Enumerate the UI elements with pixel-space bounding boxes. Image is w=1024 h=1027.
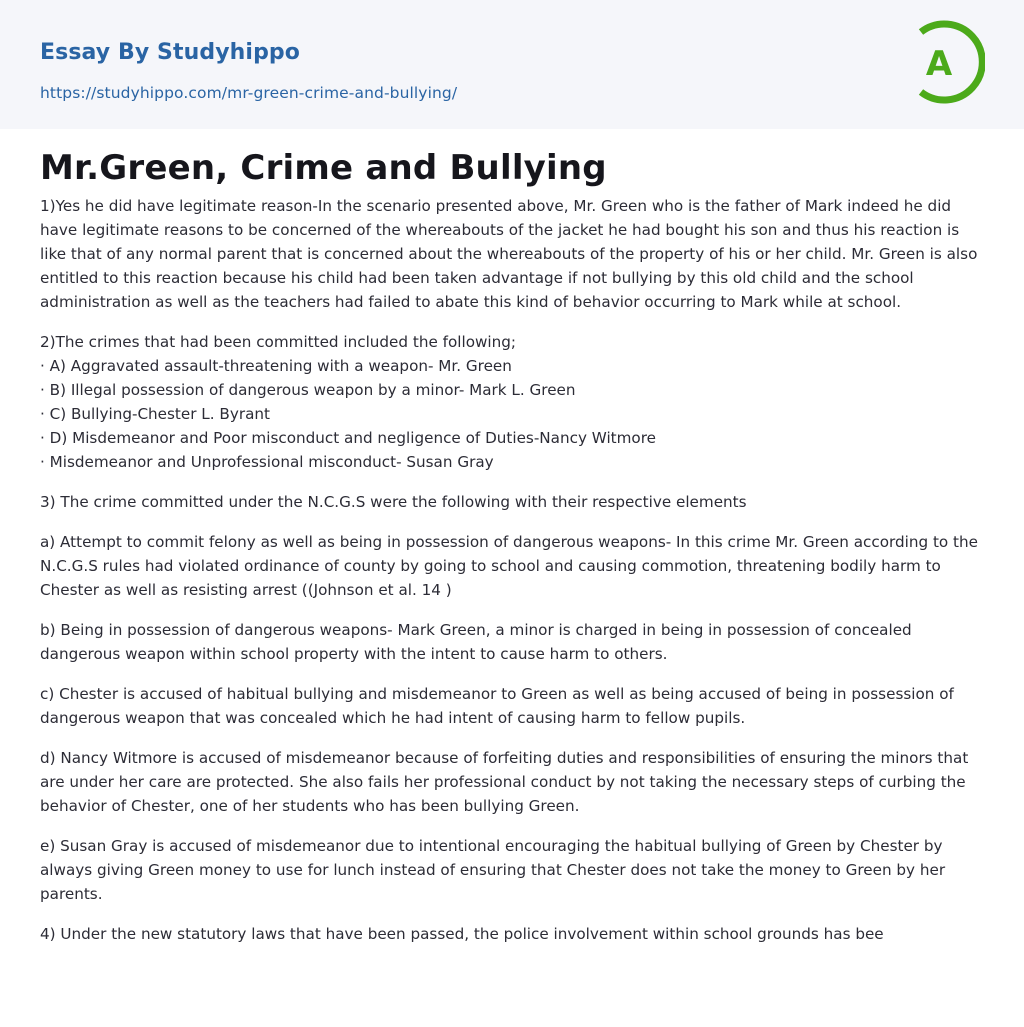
crimes-list-item: · Misdemeanor and Unprofessional misconduct- Susan Gray <box>40 453 494 471</box>
brand-title: Essay By Studyhippo <box>40 40 300 65</box>
paragraph-3b: b) Being in possession of dangerous weapons- Mark Green, a minor is charged in being in possession of concealed dangerous weapon within school property with the intent to cause harm to others. <box>40 621 912 663</box>
crimes-list <box>40 330 986 474</box>
logo-letter: A <box>925 44 953 84</box>
crimes-list-intro: 2)The crimes that had been committed included the following; <box>40 333 517 351</box>
paragraph-1: 1)Yes he did have legitimate reason-In the scenario presented above, Mr. Green who is the father of Mark indeed he did have legitimate reasons to be concerned of the whereabouts of the jacket he had bought his son and thus his reaction is like that of any normal parent that is concerned about the whereabouts of the property of his or her child. Mr. Green is also entitled to this reaction because his child had been taken advantage if not bullying by this old child and the school administration as well as the teachers had failed to abate this kind of behavior occurring to Mark while at school. <box>40 197 978 311</box>
essay-body <box>40 194 986 962</box>
paragraph-4: 4) Under the new statutory laws that have been passed, the police involvement within school grounds has bee <box>40 925 884 943</box>
paragraph-3a: a) Attempt to commit felony as well as being in possession of dangerous weapons- In this crime Mr. Green according to the N.C.G.S rules had violated ordinance of county by going to school and causing commotion, threatening bodily harm to Chester as well as resisting arrest ((Johnson et al. 14 ) <box>40 533 978 599</box>
crimes-list-item: · C) Bullying-Chester L. Byrant <box>40 405 270 423</box>
studyhippo-logo-icon[interactable] <box>913 19 985 105</box>
paragraph-3d: d) Nancy Witmore is accused of misdemeanor because of forfeiting duties and responsibilities of ensuring the minors that are under her care are protected. She also fails her professional conduct by not taking the necessary steps of curbing the behavior of Chester, one of her students who has been bullying Green. <box>40 749 969 815</box>
crimes-list-item: · B) Illegal possession of dangerous weapon by a minor- Mark L. Green <box>40 381 576 399</box>
paragraph-3c: c) Chester is accused of habitual bullying and misdemeanor to Green as well as being accused of being in possession of dangerous weapon that was concealed which he had intent of causing harm to fellow pupils. <box>40 685 954 727</box>
paragraph-3-intro: 3) The crime committed under the N.C.G.S were the following with their respective elements <box>40 493 747 511</box>
crimes-list-item: · A) Aggravated assault-threatening with a weapon- Mr. Green <box>40 357 512 375</box>
page-title: Mr.Green, Crime and Bullying <box>40 148 607 188</box>
paragraph-3e: e) Susan Gray is accused of misdemeanor due to intentional encouraging the habitual bullying of Green by Chester by always giving Green money to use for lunch instead of ensuring that Chester does not take the money to Green by her parents. <box>40 837 946 903</box>
logo-ring-icon <box>913 19 985 105</box>
essay-url-link[interactable]: https://studyhippo.com/mr-green-crime-and-bullying/ <box>40 84 458 102</box>
crimes-list-item: · D) Misdemeanor and Poor misconduct and negligence of Duties-Nancy Witmore <box>40 429 656 447</box>
